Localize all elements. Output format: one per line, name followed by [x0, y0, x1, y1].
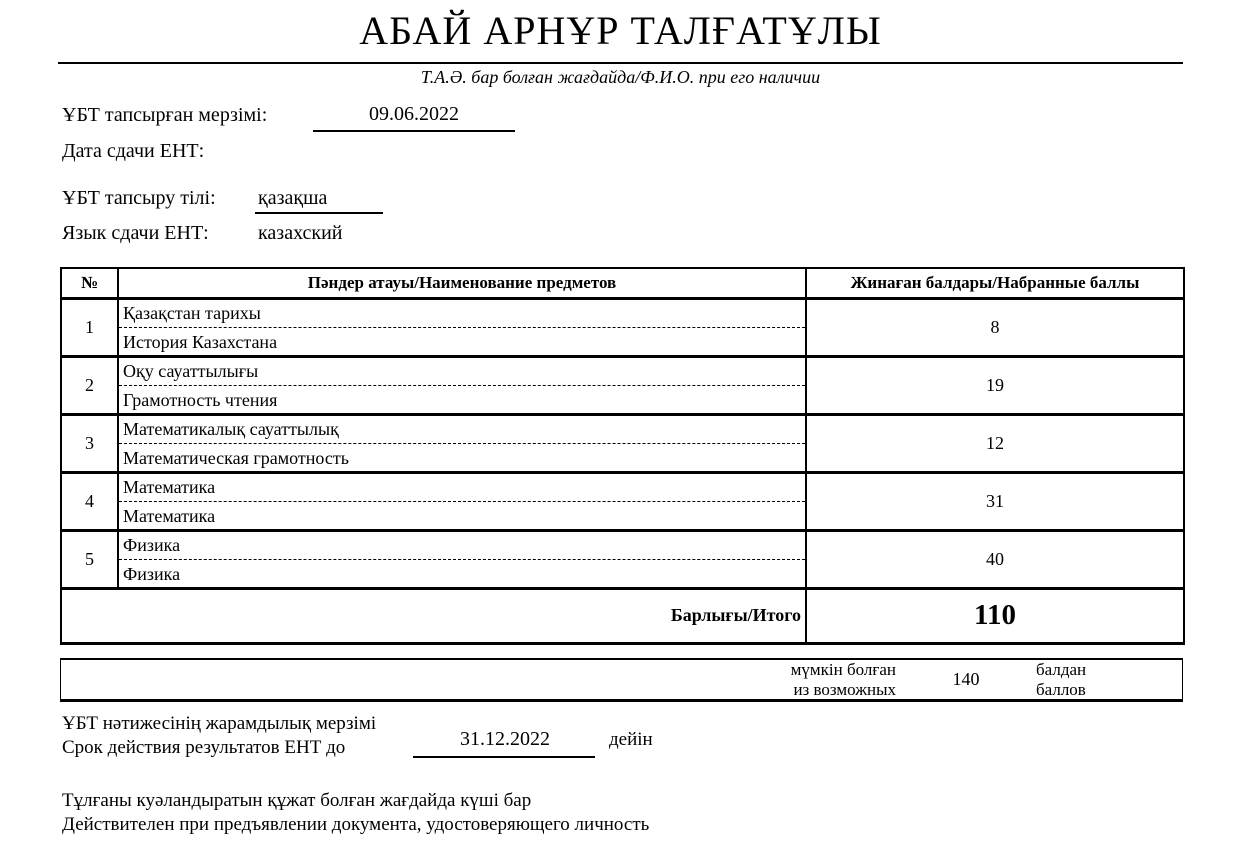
total-label: Барлығы/Итого	[61, 588, 806, 643]
subject-name-kk: Физика	[119, 532, 805, 560]
title-caption: Т.А.Ә. бар болған жағдайда/Ф.И.О. при его наличии	[420, 67, 821, 87]
subject-name-ru: Математическая грамотность	[123, 447, 349, 468]
exam-language-value-ru: казахский	[258, 222, 343, 244]
column-header-subject: Пәндер атауы/Наименование предметов	[118, 268, 806, 298]
scores-table-header	[61, 268, 1184, 298]
row-score: 19	[806, 356, 1184, 414]
subject-name-ru: Грамотность чтения	[123, 389, 278, 410]
subject-name-ru: Математика	[123, 505, 216, 526]
validity-label	[62, 712, 376, 760]
column-header-number: №	[61, 268, 118, 298]
row-score: 40	[806, 530, 1184, 588]
row-number: 5	[61, 530, 118, 588]
exam-date-label-kk: ҰБТ тапсырған мерзімі:	[62, 104, 268, 126]
footer-note-kk: Тұлғаны куәландыратын құжат болған жағдайда күші бар	[62, 790, 532, 811]
possible-score-value: 140	[952, 669, 980, 689]
possible-score-label	[791, 660, 896, 700]
table-row	[61, 414, 1184, 472]
exam-date-value: 09.06.2022	[369, 103, 459, 125]
page-title: АБАЙ АРНҰР ТАЛҒАТҰЛЫ	[359, 8, 882, 53]
validity-suffix: дейін	[609, 729, 653, 750]
exam-date-underline	[313, 130, 515, 132]
footer-note-ru: Действителен при предъявлении документа, удостоверяющего личность	[62, 814, 650, 835]
validity-date: 31.12.2022	[460, 728, 550, 750]
subject-name-kk: Қазақстан тарихы	[119, 300, 805, 328]
footer-note	[62, 789, 649, 837]
subject-name-ru: Физика	[123, 563, 181, 584]
subjects-body	[61, 298, 1184, 588]
possible-score-row	[60, 658, 1183, 702]
validity-label-kk: ҰБТ нәтижесінің жарамдылық мерзімі	[62, 713, 377, 734]
row-number: 2	[61, 356, 118, 414]
exam-language-value-kk: қазақша	[258, 187, 328, 209]
exam-language-label-kk: ҰБТ тапсыру тілі:	[62, 187, 216, 209]
row-number: 1	[61, 298, 118, 356]
subject-name-kk: Математика	[119, 474, 805, 502]
exam-language-underline	[255, 212, 383, 214]
title-divider	[58, 62, 1183, 64]
row-score: 8	[806, 298, 1184, 356]
subject-name-kk: Оқу сауаттылығы	[119, 358, 805, 386]
row-score: 31	[806, 472, 1184, 530]
total-score: 110	[806, 588, 1184, 643]
table-row	[61, 356, 1184, 414]
subject-name-ru: История Казахстана	[123, 331, 278, 352]
possible-score-unit-ru: баллов	[1036, 679, 1086, 699]
exam-language-label-ru: Язык сдачи ЕНТ:	[62, 222, 209, 244]
column-header-score: Жинаған балдары/Набранные баллы	[806, 268, 1184, 298]
scores-table	[60, 267, 1185, 645]
table-row	[61, 298, 1184, 356]
possible-score-unit	[1036, 660, 1142, 700]
row-score: 12	[806, 414, 1184, 472]
validity-label-ru: Срок действия результатов ЕНТ до	[62, 737, 346, 758]
table-row	[61, 530, 1184, 588]
table-row	[61, 472, 1184, 530]
total-row	[61, 588, 1184, 643]
row-number: 3	[61, 414, 118, 472]
possible-score-label-ru: из возможных	[793, 679, 896, 699]
row-number: 4	[61, 472, 118, 530]
subject-name-kk: Математикалық сауаттылық	[119, 416, 805, 444]
validity-underline	[413, 756, 595, 758]
exam-date-label-ru: Дата сдачи ЕНТ:	[62, 140, 205, 162]
possible-score-label-kk: мүмкін болған	[790, 659, 896, 679]
possible-score-unit-kk: балдан	[1036, 659, 1087, 679]
